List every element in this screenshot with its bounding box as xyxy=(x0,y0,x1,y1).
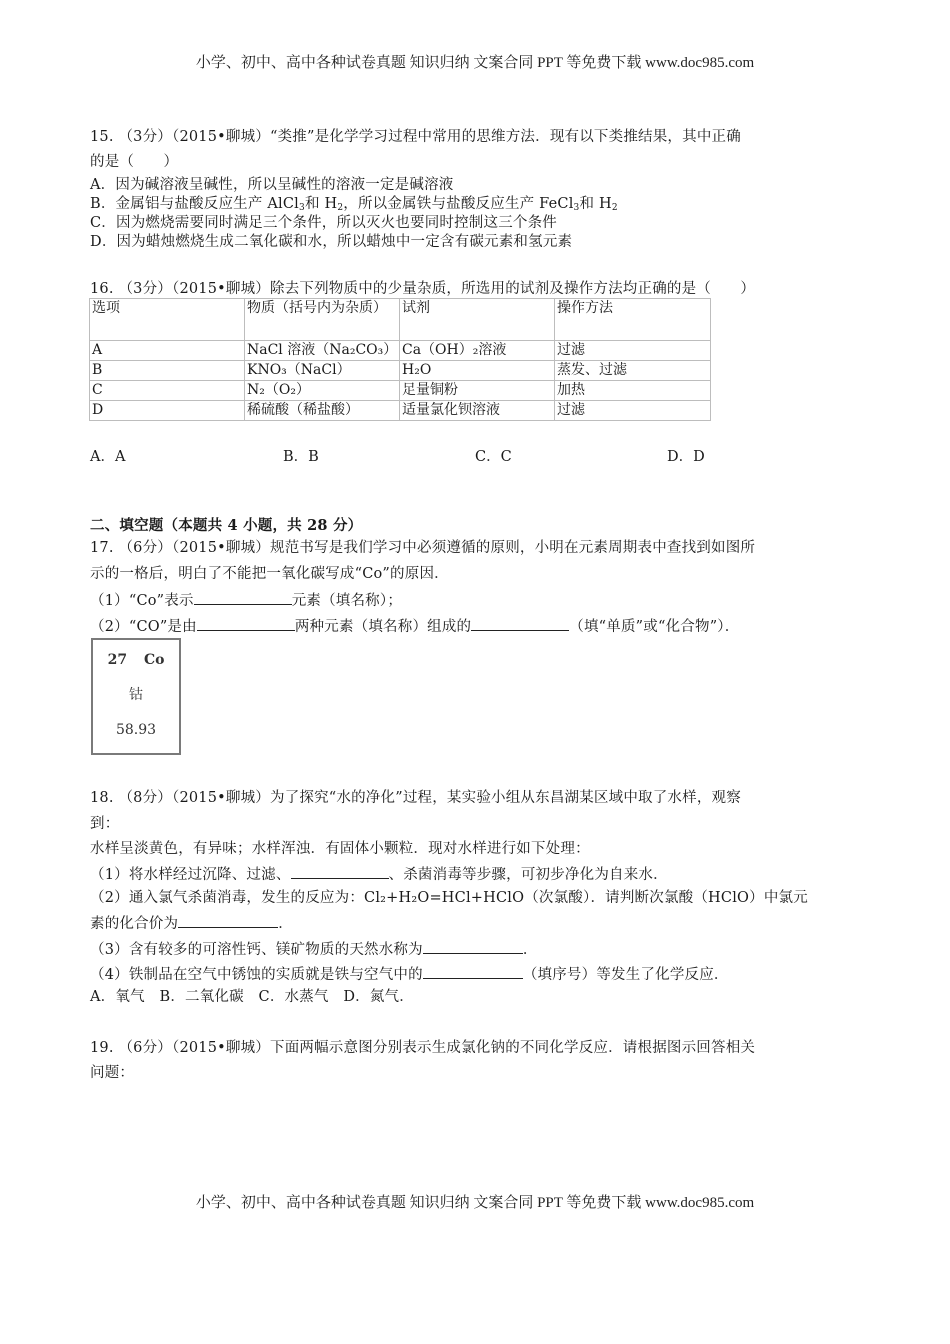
q19-stem-line1: 19. （6分）（2015•聊城）下面两幅示意图分别表示生成氯化钠的不同化学反应．请根据图示回答相关 xyxy=(90,1040,756,1056)
q18-stem-line2: 到： xyxy=(90,816,120,832)
page-header: 小学、初中、高中各种试卷真题 知识归纳 文案合同 PPT 等免费下载 www.doc985.com xyxy=(195,55,755,71)
element-symbol: Co xyxy=(143,652,165,668)
q17-part2-text: 两种元素（填名称）组成的 xyxy=(294,619,472,635)
table-cell-option: D xyxy=(90,401,245,421)
q18-part1-text: （1）将水样经过沉降、过滤、 xyxy=(90,867,291,883)
table-cell-option: A xyxy=(90,341,245,361)
table-cell-substance: KNO₃（NaCl） xyxy=(245,361,400,381)
q18-stem-line1: 18. （8分）（2015•聊城）为了探究“水的净化”过程，某实验小组从东昌湖某区域中取了水样，观察 xyxy=(90,790,741,806)
q15-option-b xyxy=(90,195,618,214)
table-row xyxy=(90,341,711,361)
periodic-table-cell-image xyxy=(91,638,181,755)
q16-answer-d: D．D xyxy=(667,449,705,465)
q17-stem-line2: 示的一格后，明白了不能把一氧化碳写成“Co”的原因． xyxy=(90,566,449,582)
q18-part3 xyxy=(90,939,538,960)
q18-part2-text: ． xyxy=(278,916,293,932)
q15-option-b-text: 和 H xyxy=(304,196,338,212)
q17-part1 xyxy=(90,590,402,611)
q18-part2-line1: （2）通入氯气杀菌消毒，发生的反应为：Cl₂+H₂O=HCl+HClO（次氯酸）．请判断次氯酸（HClO）中氯元 xyxy=(90,890,808,906)
table-cell-method: 加热 xyxy=(555,381,711,401)
q16-answer-b: B．B xyxy=(283,449,319,465)
table-cell-reagent: H₂O xyxy=(400,361,555,381)
q18-observation: 水样呈淡黄色，有异味；水样浑浊．有固体小颗粒．现对水样进行如下处理： xyxy=(90,841,590,857)
q16-answer-c: C．C xyxy=(475,449,512,465)
table-row xyxy=(90,361,711,381)
q18-part1 xyxy=(90,864,668,885)
table-header-cell: 选项 xyxy=(90,299,245,341)
subscript: 3 xyxy=(299,203,305,213)
q17-part2-text: （2）“CO”是由 xyxy=(90,619,197,635)
q15-option-b-text: ，所以金属铁与盐酸反应生产 FeCl xyxy=(343,196,574,212)
answer-blank[interactable] xyxy=(423,939,523,954)
table-cell-reagent: 适量氯化钡溶液 xyxy=(400,401,555,421)
table-header-cell: 试剂 xyxy=(400,299,555,341)
q15-option-d: D．因为蜡烛燃烧生成二氧化碳和水，所以蜡烛中一定含有碳元素和氢元素 xyxy=(90,234,573,250)
q18-options: A．氧气 B．二氧化碳 C．水蒸气 D．氮气． xyxy=(90,989,414,1005)
answer-blank[interactable] xyxy=(423,964,523,979)
q16-answer-a: A．A xyxy=(90,449,126,465)
q18-part4-text: （填序号）等发生了化学反应． xyxy=(522,967,729,983)
table-cell-reagent: 足量铜粉 xyxy=(400,381,555,401)
table-cell-method: 蒸发、过滤 xyxy=(555,361,711,381)
table-cell-method: 过滤 xyxy=(555,341,711,361)
table-row xyxy=(90,381,711,401)
q16-table xyxy=(89,298,711,421)
table-cell-substance: NaCl 溶液（Na₂CO₃） xyxy=(245,341,400,361)
table-cell-substance: 稀硫酸（稀盐酸） xyxy=(245,401,400,421)
answer-blank[interactable] xyxy=(291,864,389,879)
atomic-number: 27 xyxy=(107,652,128,668)
table-header-cell: 操作方法 xyxy=(555,299,711,341)
q18-part1-text: 、杀菌消毒等步骤，可初步净化为自来水． xyxy=(388,867,668,883)
answer-blank[interactable] xyxy=(194,590,292,605)
subscript: 2 xyxy=(611,203,618,213)
q15-option-b-text: B．金属铝与盐酸反应生产 AlCl xyxy=(90,196,300,212)
q16-stem: 16. （3分）（2015•聊城）除去下列物质中的少量杂质，所选用的试剂及操作方法均正确的是（ ） xyxy=(90,281,756,297)
q15-option-c: C．因为燃烧需要同时满足三个条件，所以灭火也要同时控制这三个条件 xyxy=(90,215,557,231)
table-cell-reagent: Ca（OH）₂溶液 xyxy=(400,341,555,361)
element-name: 钴 xyxy=(129,687,143,703)
q18-part4 xyxy=(90,964,729,985)
subscript: 3 xyxy=(573,203,580,213)
table-row xyxy=(90,401,711,421)
answer-blank[interactable] xyxy=(178,913,278,928)
q15-stem-line2: 的是（ ） xyxy=(90,154,179,170)
q17-part1-text: （1）“Co”表示 xyxy=(90,593,194,609)
q19-stem-line2: 问题： xyxy=(90,1065,135,1081)
table-cell-method: 过滤 xyxy=(555,401,711,421)
q18-part3-text: ． xyxy=(522,942,538,958)
q15-option-b-text: 和 H xyxy=(579,196,612,212)
q15-option-a: A．因为碱溶液呈碱性，所以呈碱性的溶液一定是碱溶液 xyxy=(90,177,454,193)
q18-part2-text: 素的化合价为 xyxy=(90,916,179,932)
answer-blank[interactable] xyxy=(197,616,295,631)
q15-stem-line1: 15. （3分）（2015•聊城）“类推”是化学学习过程中常用的思维方法．现有以下类推结果，其中正确 xyxy=(90,129,741,145)
table-header-cell: 物质（括号内为杂质） xyxy=(245,299,400,341)
q17-part2-text: （填“单质”或“化合物”）． xyxy=(569,619,740,635)
page-footer: 小学、初中、高中各种试卷真题 知识归纳 文案合同 PPT 等免费下载 www.doc985.com xyxy=(195,1195,755,1211)
q18-part4-text: （4）铁制品在空气中锈蚀的实质就是铁与空气中的 xyxy=(90,967,423,983)
subscript: 2 xyxy=(337,203,344,213)
answer-blank[interactable] xyxy=(471,616,569,631)
q17-part1-text: 元素（填名称）； xyxy=(291,593,403,609)
table-cell-option: C xyxy=(90,381,245,401)
q18-part3-text: （3）含有较多的可溶性钙、镁矿物质的天然水称为 xyxy=(90,942,423,958)
atomic-mass: 58.93 xyxy=(115,722,157,738)
q18-part2-line2 xyxy=(90,913,293,934)
q17-part2 xyxy=(90,616,739,637)
section-title: 二、填空题（本题共 4 小题，共 28 分） xyxy=(90,517,363,534)
table-header-row xyxy=(90,299,711,341)
table-cell-substance: N₂（O₂） xyxy=(245,381,400,401)
table-cell-option: B xyxy=(90,361,245,381)
q17-stem-line1: 17. （6分）（2015•聊城）规范书写是我们学习中必须遵循的原则，小明在元素周期表中查找到如图所 xyxy=(90,540,756,556)
element-number-symbol xyxy=(93,652,179,668)
